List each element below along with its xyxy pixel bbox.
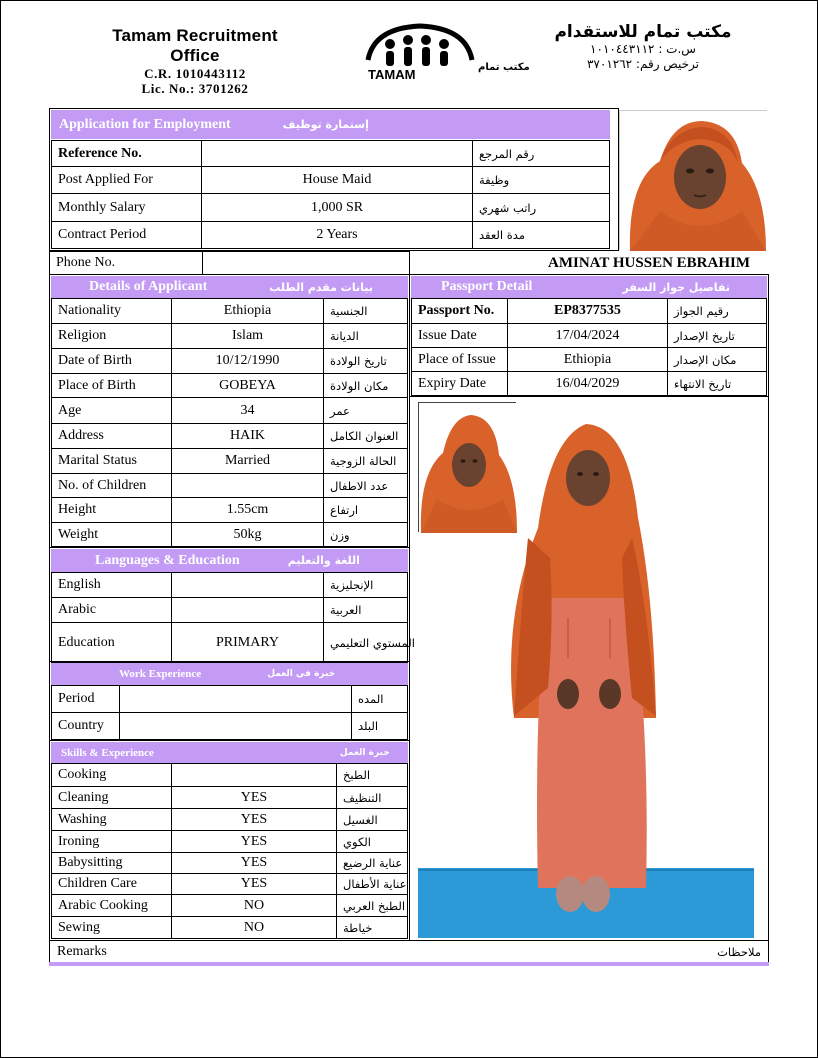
- passport-row-label-ar: مكان الإصدار: [667, 347, 767, 372]
- details-row-label-ar: مكان الولادة: [323, 373, 408, 398]
- details-row-label: Weight: [51, 522, 172, 547]
- languages-row-label: Arabic: [51, 597, 172, 623]
- details-row-label-ar: الديانة: [323, 323, 408, 349]
- details-row-label: Marital Status: [51, 448, 172, 474]
- skills-row-label: Babysitting: [51, 852, 172, 874]
- contract-label: Contract Period: [51, 221, 202, 249]
- reference-label: Reference No.: [51, 140, 202, 167]
- post-value: House Maid: [201, 166, 473, 194]
- letterhead: [0, 20, 818, 100]
- skills-title-en: Skills & Experience: [61, 746, 154, 759]
- passport-row-label-ar: تاريخ الانتهاء: [667, 371, 767, 396]
- details-row-value: Ethiopia: [171, 298, 324, 324]
- contract-label-ar: مدة العقد: [472, 221, 610, 249]
- remarks-row: [49, 940, 769, 964]
- skills-row-label-ar: الطبخ: [336, 763, 408, 787]
- languages-row-value: PRIMARY: [171, 622, 324, 663]
- details-row-label-ar: تاريخ الولادة: [323, 348, 408, 374]
- company-name-ar: مكتب تمام للاستقدام: [554, 22, 732, 42]
- work-row-label-ar: البلد: [351, 712, 408, 740]
- languages-row-label-ar: الإنجليزية: [323, 572, 408, 598]
- skills-row-label-ar: الغسيل: [336, 808, 408, 831]
- skills-title-ar: خبرة العمل: [339, 747, 390, 758]
- logo-text-en: TAMAM: [368, 67, 416, 82]
- logo-text-ar: مكتب تمام: [478, 62, 530, 73]
- skills-row-value: YES: [171, 830, 337, 853]
- passport-row-value: EP8377535: [507, 298, 668, 324]
- languages-title-ar: اللغة والتعليم: [287, 554, 360, 567]
- languages-row-value: [171, 597, 324, 623]
- passport-title-en: Passport Detail: [441, 279, 533, 294]
- contract-value: 2 Years: [201, 221, 473, 249]
- skills-row-label-ar: الطبخ العربي: [336, 894, 408, 917]
- work-row-value: [119, 685, 352, 713]
- passport-title-ar: تفاصيل جواز السفر: [622, 280, 730, 294]
- reference-value: [201, 140, 473, 167]
- post-label-ar: وظيفة: [472, 166, 610, 194]
- passport-row-label-ar: تاريخ الإصدار: [667, 323, 767, 348]
- skills-row-value: YES: [171, 786, 337, 809]
- reference-label-ar: رقم المرجع: [472, 140, 610, 167]
- skills-row-label: Sewing: [51, 916, 172, 939]
- details-row-label: Age: [51, 397, 172, 424]
- remarks-label-ar: ملاحظات: [717, 945, 761, 959]
- work-row-label: Country: [51, 712, 120, 740]
- work-row-value: [119, 712, 352, 740]
- license-number-en: Lic. No.: 3701262: [141, 81, 249, 96]
- details-row-label-ar: الجنسية: [323, 298, 408, 324]
- company-info-ar: [540, 22, 746, 72]
- salary-value: 1,000 SR: [201, 193, 473, 222]
- company-name-en: Tamam Recruitment Office: [112, 26, 278, 65]
- passport-row-value: 17/04/2024: [507, 323, 668, 348]
- details-title-ar: بيانات مقدم الطلب: [269, 280, 373, 294]
- application-title-ar: إستمارة توظيف: [282, 118, 369, 131]
- passport-title-bar: [411, 276, 767, 298]
- passport-row-value: 16/04/2029: [507, 371, 668, 396]
- details-row-value: Islam: [171, 323, 324, 349]
- application-title-bar: [51, 110, 610, 139]
- tamam-logo: [360, 20, 530, 82]
- company-info-en: [92, 26, 298, 96]
- details-row-label: Religion: [51, 323, 172, 349]
- details-row-value: Married: [171, 448, 324, 474]
- details-row-label-ar: عمر: [323, 397, 408, 424]
- languages-row-value: [171, 572, 324, 598]
- details-row-label: Date of Birth: [51, 348, 172, 374]
- passport-row-value: Ethiopia: [507, 347, 668, 372]
- skills-row-label: Cooking: [51, 763, 172, 787]
- remarks-bottom-bar: [49, 962, 769, 966]
- skills-row-label: Cleaning: [51, 786, 172, 809]
- skills-row-label: Washing: [51, 808, 172, 831]
- passport-row-label: Passport No.: [411, 298, 508, 324]
- work-title-en: Work Experience: [119, 668, 202, 680]
- details-row-label-ar: ارتفاع: [323, 497, 408, 523]
- applicant-name: AMINAT HUSSEN EBRAHIM: [548, 254, 750, 271]
- details-row-label: Place of Birth: [51, 373, 172, 398]
- skills-row-label-ar: خياطة: [336, 916, 408, 939]
- details-row-label-ar: العنوان الكامل: [323, 423, 408, 449]
- skills-row-label-ar: عناية الرضيع: [336, 852, 408, 874]
- skills-row-label-ar: عناية الأطفال: [336, 873, 408, 895]
- passport-row-label: Expiry Date: [411, 371, 508, 396]
- details-row-label-ar: عدد الاطفال: [323, 473, 408, 498]
- details-row-label: No. of Children: [51, 473, 172, 498]
- details-row-label-ar: وزن: [323, 522, 408, 547]
- portrait-illustration: [620, 111, 768, 251]
- passport-row-label: Place of Issue: [411, 347, 508, 372]
- skills-row-value: YES: [171, 873, 337, 895]
- skills-row-label-ar: التنظيف: [336, 786, 408, 809]
- languages-row-label: English: [51, 572, 172, 598]
- passport-row-label: Issue Date: [411, 323, 508, 348]
- work-row-label-ar: المده: [351, 685, 408, 713]
- work-title-bar: [51, 663, 408, 685]
- details-row-label: Height: [51, 497, 172, 523]
- cr-number-en: C.R. 1010443112: [144, 66, 246, 81]
- salary-label: Monthly Salary: [51, 193, 202, 222]
- post-label: Post Applied For: [51, 166, 202, 194]
- skills-row-value: YES: [171, 852, 337, 874]
- skills-row-value: YES: [171, 808, 337, 831]
- languages-row-label-ar: المستوي التعليمي: [323, 622, 408, 663]
- license-number-ar: ترخيص رقم: ٣٧٠١٢٦٢: [586, 57, 699, 71]
- details-row-value: 34: [171, 397, 324, 424]
- skills-row-label: Ironing: [51, 830, 172, 853]
- salary-label-ar: راتب شهري: [472, 193, 610, 222]
- details-row-value: HAIK: [171, 423, 324, 449]
- details-row-value: 10/12/1990: [171, 348, 324, 374]
- languages-title-bar: [51, 549, 408, 572]
- details-row-label: Nationality: [51, 298, 172, 324]
- details-title-bar: [51, 276, 408, 298]
- phone-value: [202, 251, 410, 275]
- skills-row-value: NO: [171, 894, 337, 917]
- photo-column-border: [409, 396, 769, 941]
- skills-row-value: [171, 763, 337, 787]
- details-row-value: 1.55cm: [171, 497, 324, 523]
- details-row-value: 50kg: [171, 522, 324, 547]
- skills-row-label-ar: الكوي: [336, 830, 408, 853]
- details-row-label-ar: الحالة الزوجية: [323, 448, 408, 474]
- phone-label: Phone No.: [49, 251, 203, 275]
- cr-number-ar: س.ت : ١٠١٠٤٤٣١١٢: [590, 42, 696, 56]
- remarks-label: Remarks: [57, 944, 107, 959]
- languages-row-label: Education: [51, 622, 172, 663]
- work-row-label: Period: [51, 685, 120, 713]
- skills-title-bar: [51, 742, 408, 763]
- applicant-portrait-photo: [619, 110, 767, 250]
- details-row-label: Address: [51, 423, 172, 449]
- languages-title-en: Languages & Education: [95, 552, 240, 568]
- skills-row-label: Arabic Cooking: [51, 894, 172, 917]
- skills-row-label: Children Care: [51, 873, 172, 895]
- details-row-value: GOBEYA: [171, 373, 324, 398]
- skills-row-value: NO: [171, 916, 337, 939]
- details-row-value: [171, 473, 324, 498]
- languages-row-label-ar: العربية: [323, 597, 408, 623]
- application-title-en: Application for Employment: [59, 116, 231, 132]
- work-title-ar: خبرة في العمل: [267, 669, 336, 679]
- details-title-en: Details of Applicant: [89, 279, 208, 294]
- passport-row-label-ar: رقيم الجواز: [667, 298, 767, 324]
